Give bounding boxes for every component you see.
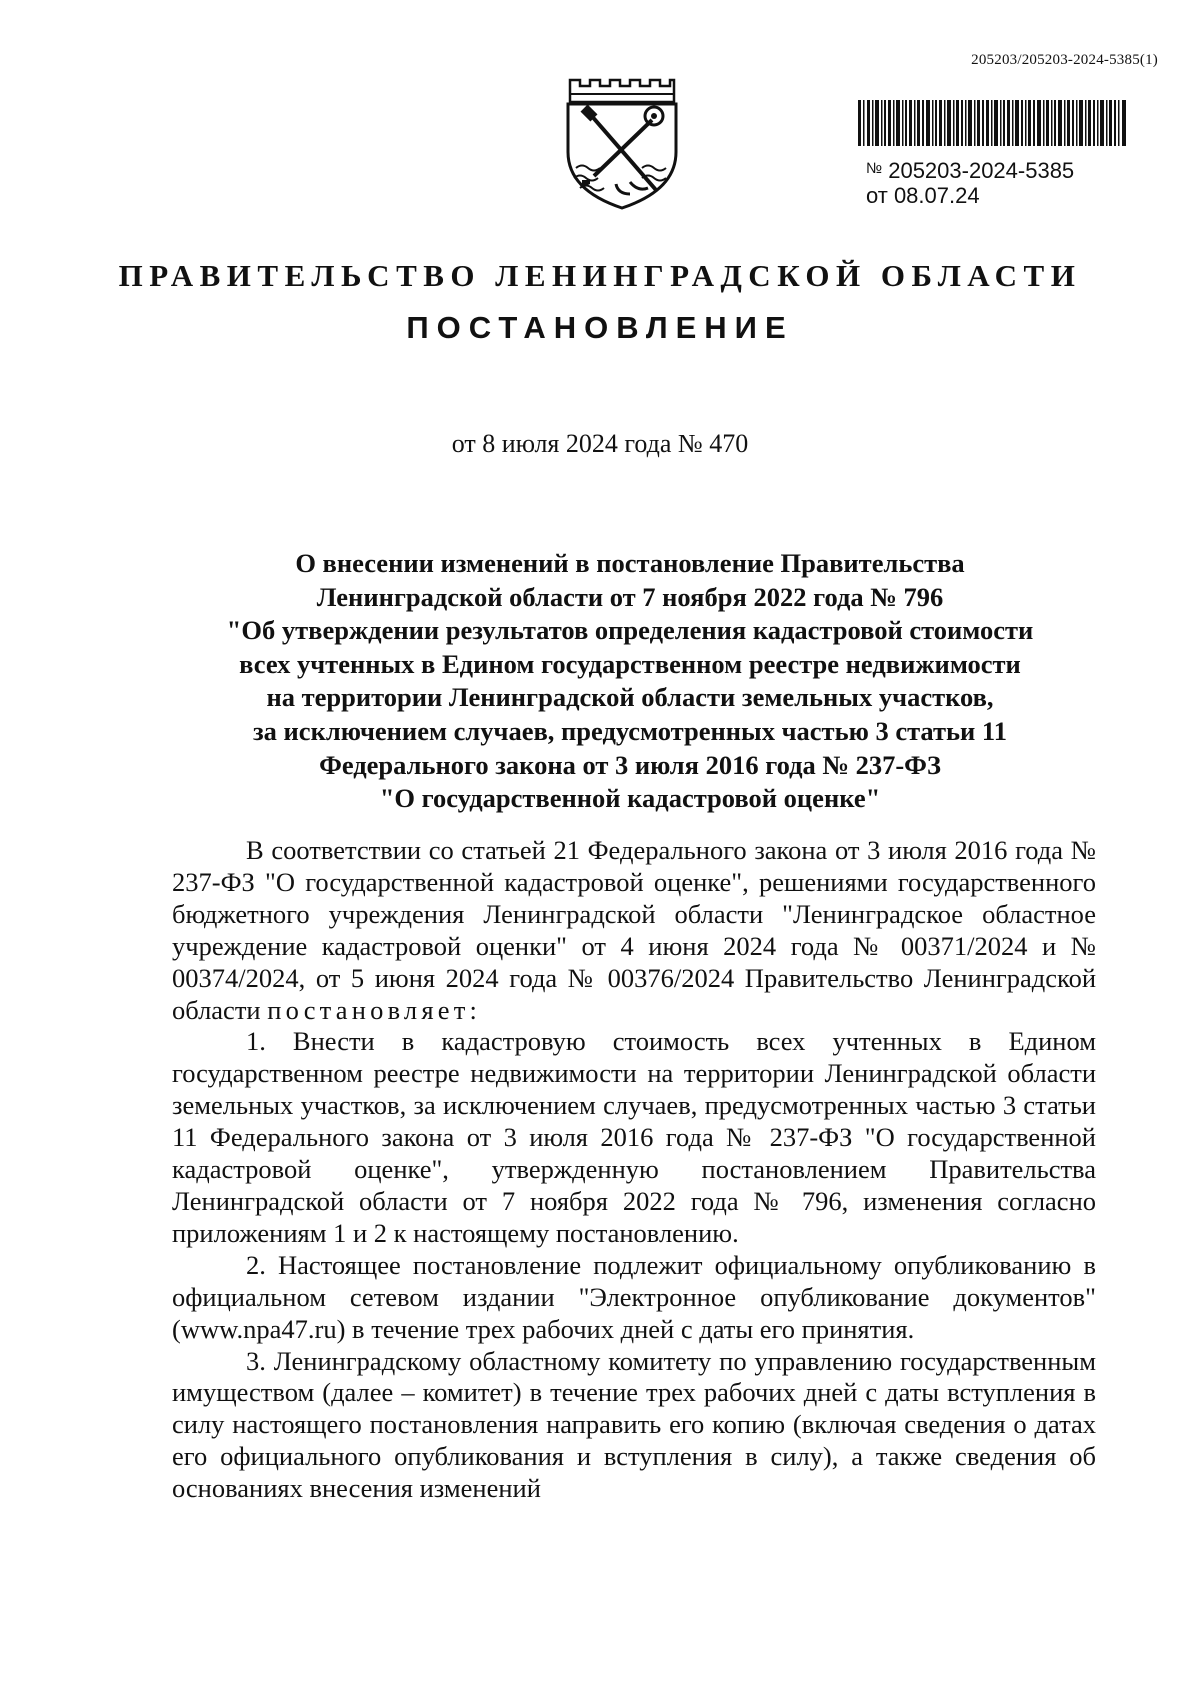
subject-line: О внесении изменений в постановление Правительства [295, 548, 965, 578]
decree-subject [170, 547, 1090, 816]
preamble-text: В соответствии со статьей 21 Федерального закона от 3 июля 2016 года № 237-ФЗ "О государственной кадастровой оценке", решениями государственного бюджетного учреждения Ленинградской области "Ленинградское областное учреждение кадастровой оценки" от 4 июня 2024 года № 00371/2024 и № 00374/2024, от 5 июня 2024 года № 00376/2024 Правительство Ленинградской области [172, 835, 1096, 1025]
subject-line: на территории Ленинградской области земельных участков, [266, 682, 994, 713]
document-id: 205203/205203-2024-5385(1) [971, 52, 1158, 68]
decree-type-heading: ПОСТАНОВЛЕНИЕ [406, 310, 794, 345]
subject-line: Федерального закона от 3 июля 2016 года № 237-ФЗ [319, 749, 941, 780]
registration-date: от 08.07.24 [866, 183, 980, 208]
decree-body [172, 835, 1096, 1505]
subject-line: "О государственной кадастровой оценке" [379, 783, 881, 814]
subject-line: Ленинградской области от 7 ноября 2022 года № 796 [316, 581, 944, 612]
subject-line: всех учтенных в Едином государственном реестре недвижимости [239, 648, 1021, 679]
government-title: ПРАВИТЕЛЬСТВО ЛЕНИНГРАДСКОЙ ОБЛАСТИ [118, 258, 1082, 293]
registration-number [866, 155, 1074, 185]
resolves-word: постановляет: [267, 994, 482, 1025]
subject-line: "Об утверждении результатов определения кадастровой стоимости [226, 615, 1034, 646]
decree-date: от 8 июля 2024 года № 470 [451, 429, 749, 458]
item-3-paragraph: 3. Ленинградскому областному комитету по управлению государственным имуществом (далее – комитет) в течение трех рабочих дней с даты вступления в силу настоящего постановления направить его копию (включая сведения о датах его официального опубликования и вступления в силу), а также сведения об основаниях внесения изменений [172, 1345, 1096, 1504]
coat-of-arms-icon [560, 72, 680, 212]
number-sign: № [866, 160, 883, 177]
registration-number-value: 205203-2024-5385 [888, 158, 1075, 183]
preamble-paragraph [172, 835, 1096, 1026]
barcode-icon [858, 100, 1126, 146]
subject-line: за исключением случаев, предусмотренных частью 3 статьи 11 [253, 715, 1007, 746]
item-2-paragraph: 2. Настоящее постановление подлежит официальному опубликованию в официальном сетевом издании "Электронное опубликование документов" (www.npa47.ru) в течение трех рабочих дней с даты его принятия. [172, 1249, 1096, 1344]
item-1-paragraph: 1. Внести в кадастровую стоимость всех учтенных в Едином государственном реестре недвижимости на территории Ленинградской области земельных участков, за исключением случаев, предусмотренных частью 3 статьи 11 Федерального закона от 3 июля 2016 года № 237-ФЗ "О государственной кадастровой оценке", утвержденную постановлением Правительства Ленинградской области от 7 ноября 2022 года № 796, изменения согласно приложениям 1 и 2 к настоящему постановлению. [172, 1026, 1096, 1248]
